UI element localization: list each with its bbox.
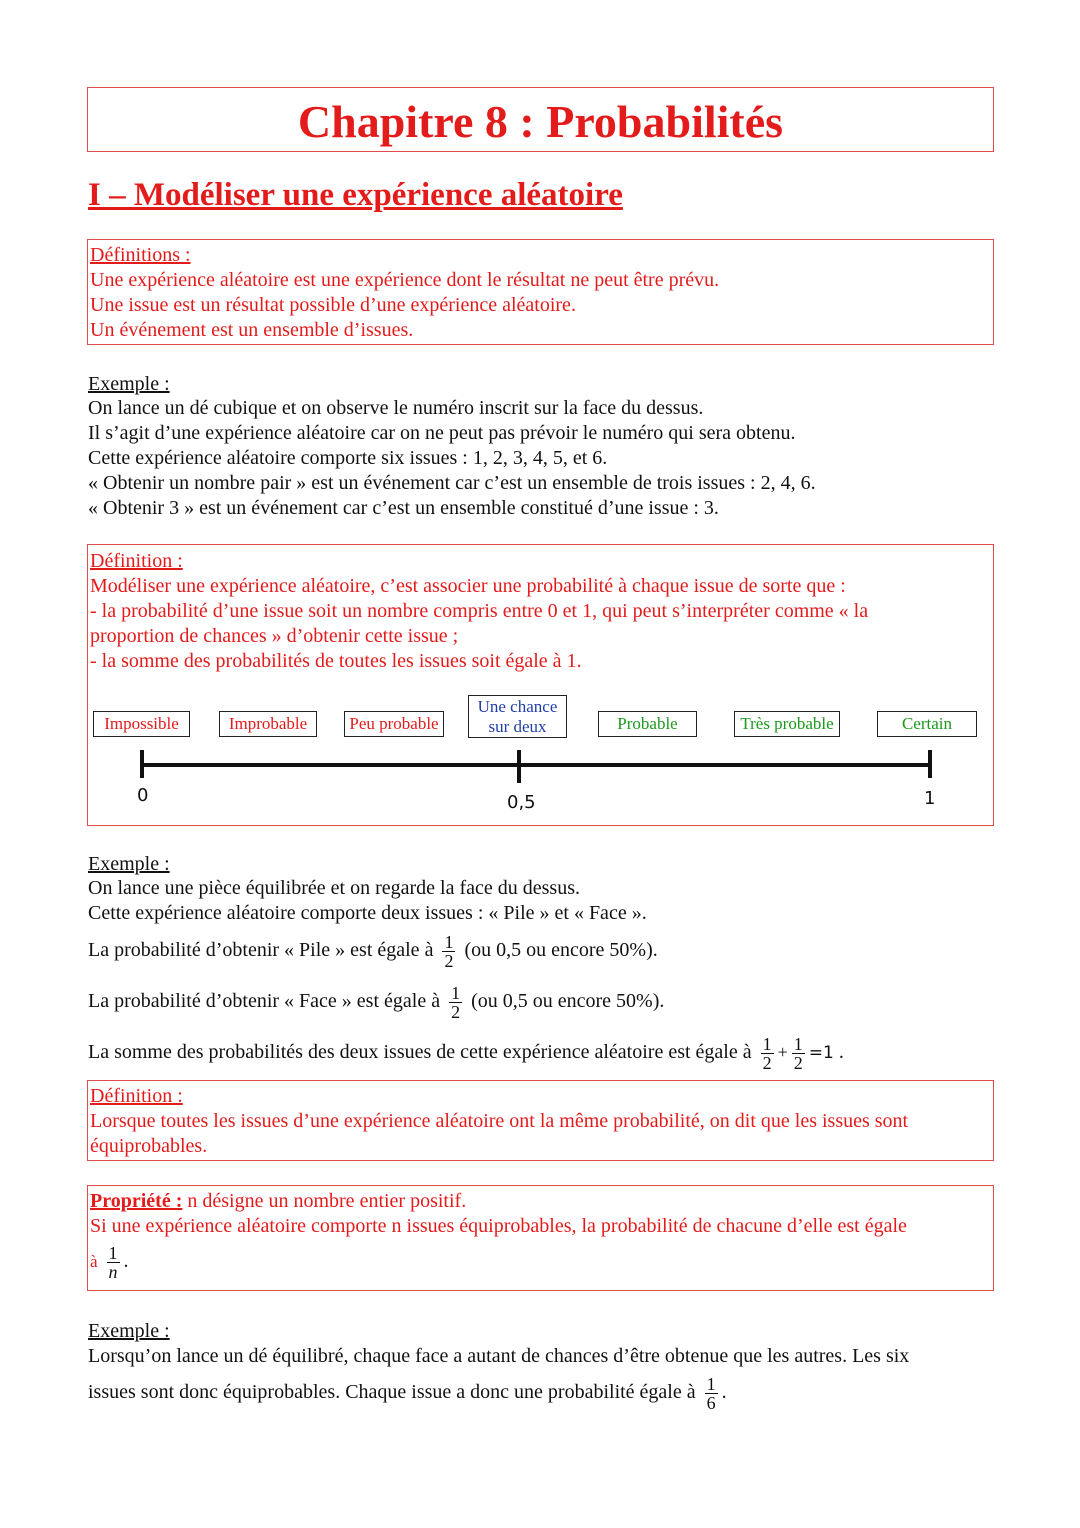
period: . <box>838 1041 844 1063</box>
fraction-numerator: 1 <box>444 931 454 952</box>
property-heading-text: n désigne un nombre entier positif. <box>182 1190 467 1212</box>
scale-tick-label-half: 0,5 <box>507 792 536 813</box>
example-line: « Obtenir un nombre pair » est un événement car c’est un ensemble de trois issues : 2, 4, 6. <box>88 472 816 494</box>
fraction-denominator: 2 <box>762 1052 772 1073</box>
property-heading-line <box>90 1189 466 1214</box>
scale-label-tres-probable: Très probable <box>734 711 840 737</box>
definition-line: Modéliser une expérience aléatoire, c’est associer une probabilité à chaque issue de sorte que : <box>90 575 846 597</box>
example-line-fraction <box>88 1371 727 1413</box>
scale-label-impossible: Impossible <box>93 711 190 737</box>
fraction-numerator: 1 <box>706 1373 716 1394</box>
text: issues sont donc équiprobables. Chaque issue a donc une probabilité égale à <box>88 1381 696 1403</box>
example-line: Cette expérience aléatoire comporte six issues : 1, 2, 3, 4, 5, et 6. <box>88 447 608 469</box>
scale-tick-label-one: 1 <box>924 788 936 809</box>
period: . <box>721 1381 727 1403</box>
definition-line: équiprobables. <box>90 1135 208 1157</box>
fraction <box>792 1035 805 1072</box>
scale-label-certain: Certain <box>877 711 977 737</box>
page-title: Chapitre 8 : Probabilités <box>87 87 994 152</box>
fraction <box>705 1375 718 1412</box>
example-line-sum <box>88 1031 844 1074</box>
fraction-denominator: 2 <box>793 1052 803 1073</box>
definition-line: - la somme des probabilités de toutes les issues soit égale à 1. <box>90 650 582 672</box>
text: (ou 0,5 ou encore 50%). <box>471 990 665 1012</box>
scale-label-line: sur deux <box>488 717 547 736</box>
fraction <box>449 984 462 1021</box>
definition-line: Un événement est un ensemble d’issues. <box>90 319 414 341</box>
scale-label-une-chance-sur-deux <box>468 695 567 738</box>
scale-label-peu-probable: Peu probable <box>344 711 444 737</box>
equals-one: =1 <box>808 1043 834 1063</box>
fraction <box>107 1244 120 1281</box>
definition-line: - la probabilité d’une issue soit un nombre compris entre 0 et 1, qui peut s’interpréter comme « la <box>90 600 869 622</box>
definition-heading: Définition : <box>90 1085 183 1107</box>
text: (ou 0,5 ou encore 50%). <box>464 939 658 961</box>
example-line: Il s’agit d’une expérience aléatoire car on ne peut pas prévoir le numéro qui sera obtenu. <box>88 422 796 444</box>
period: . <box>123 1250 129 1272</box>
text: à <box>90 1252 98 1271</box>
fraction-numerator: 1 <box>793 1033 803 1054</box>
example-heading: Exemple : <box>88 1320 170 1342</box>
property-heading: Propriété : <box>90 1190 183 1212</box>
definition-line: Lorsque toutes les issues d’une expérience aléatoire ont la même probabilité, on dit que les issues sont <box>90 1110 909 1132</box>
text: La probabilité d’obtenir « Pile » est égale à <box>88 939 434 961</box>
scale-label-probable: Probable <box>598 711 697 737</box>
definitions-heading: Définitions : <box>90 244 191 266</box>
definition-line: proportion de chances » d’obtenir cette issue ; <box>90 625 459 647</box>
example-line: Lorsqu’on lance un dé équilibré, chaque face a autant de chances d’être obtenue que les autres. Les six <box>88 1345 910 1367</box>
probability-scale-line <box>130 745 942 785</box>
scale-tick-label-zero: 0 <box>137 785 149 806</box>
fraction <box>761 1035 774 1072</box>
example-line: Cette expérience aléatoire comporte deux issues : « Pile » et « Face ». <box>88 902 647 924</box>
example-line-pile <box>88 929 658 971</box>
fraction-denominator: 2 <box>451 1001 461 1022</box>
text: La somme des probabilités des deux issues de cette expérience aléatoire est égale à <box>88 1041 752 1063</box>
plus-sign: + <box>777 1042 788 1062</box>
text: La probabilité d’obtenir « Face » est égale à <box>88 990 441 1012</box>
example-line: « Obtenir 3 » est un événement car c’est un ensemble constitué d’une issue : 3. <box>88 497 719 519</box>
example-line: On lance une pièce équilibrée et on regarde la face du dessus. <box>88 877 580 899</box>
fraction-numerator: 1 <box>451 982 461 1003</box>
example-heading: Exemple : <box>88 853 170 875</box>
scale-label-improbable: Improbable <box>219 711 317 737</box>
example-heading: Exemple : <box>88 373 170 395</box>
fraction-denominator: n <box>108 1261 118 1282</box>
example-line-face <box>88 980 664 1022</box>
definition-line: Une issue est un résultat possible d’une expérience aléatoire. <box>90 294 576 316</box>
property-line-fraction <box>90 1240 129 1283</box>
fraction-denominator: 6 <box>706 1392 716 1413</box>
scale-label-line: Une chance <box>477 697 558 716</box>
definition-line: Une expérience aléatoire est une expérience dont le résultat ne peut être prévu. <box>90 269 720 291</box>
fraction-numerator: 1 <box>762 1033 772 1054</box>
property-line: Si une expérience aléatoire comporte n issues équiprobables, la probabilité de chacune d’elle est égale <box>90 1215 907 1237</box>
example-line: On lance un dé cubique et on observe le numéro inscrit sur la face du dessus. <box>88 397 704 419</box>
section-heading: I – Modéliser une expérience aléatoire <box>88 177 623 213</box>
fraction-numerator: 1 <box>108 1242 118 1263</box>
fraction <box>442 933 455 970</box>
definition-heading: Définition : <box>90 550 183 572</box>
fraction-denominator: 2 <box>444 950 454 971</box>
